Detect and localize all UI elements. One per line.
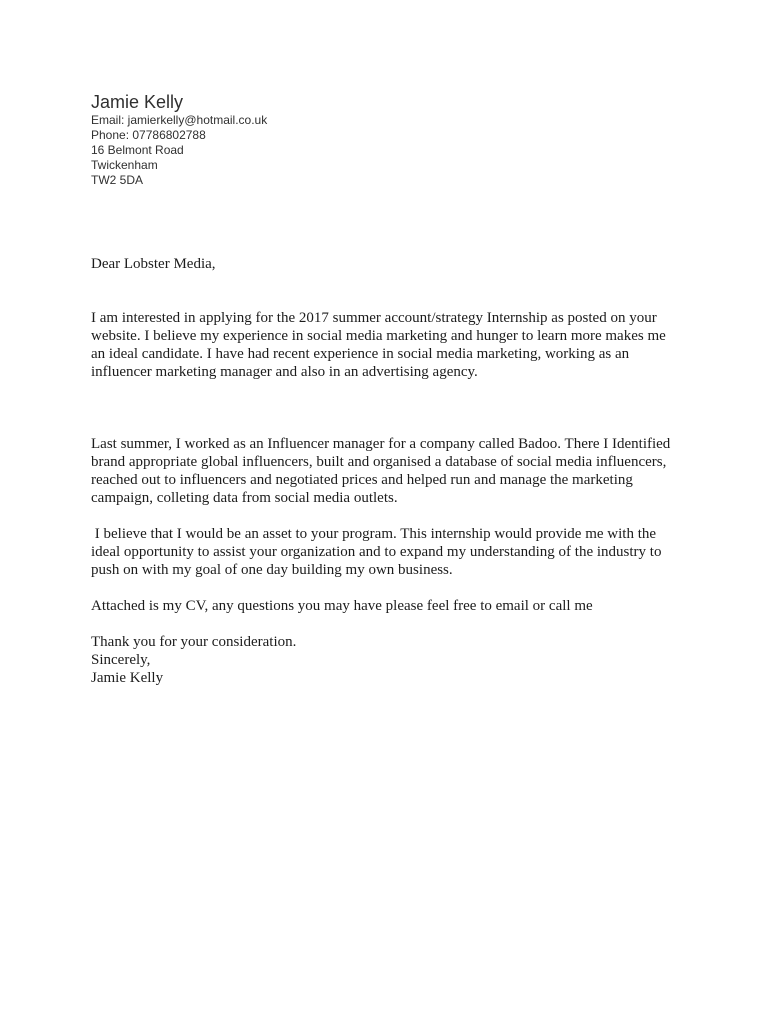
paragraph-asset: I believe that I would be an asset to your program. This internship would provide me with the ideal opportunity to assist your organization and to expand my understanding of the industry to push on with my goal of one day building my own business. [91, 526, 666, 578]
sender-address-line-2: Twickenham [91, 158, 158, 172]
paragraph-experience: Last summer, I worked as an Influencer manager for a company called Badoo. There I Identified brand appropriate global influencers, built and organised a database of social media influencers, reached out to influencers and negotiated prices and helped run and manage the marketing campaign, colleting data from social media outlets. [91, 436, 675, 506]
sender-address-line-1: 16 Belmont Road [91, 143, 184, 157]
sender-postcode: TW2 5DA [91, 173, 144, 187]
paragraph-attachment: Attached is my CV, any questions you may have please feel free to email or call me [91, 598, 593, 614]
closing-block [91, 633, 677, 687]
sender-header [91, 91, 677, 188]
paragraph-intro: I am interested in applying for the 2017 summer account/strategy Internship as posted on your website. I believe my experience in social media marketing and hunger to learn more makes me an ideal candidate. I have had recent experience in social media marketing, working as an influencer marketing manager and also in an advertising agency. [91, 310, 670, 380]
sender-email: Email: jamierkelly@hotmail.co.uk [91, 113, 268, 127]
sender-name: Jamie Kelly [91, 92, 184, 112]
closing-thanks: Thank you for your consideration. [91, 634, 297, 650]
sender-phone: Phone: 07786802788 [91, 128, 206, 142]
opening-paragraph-block [91, 219, 677, 417]
salutation: Dear Lobster Media, [91, 256, 216, 272]
closing-signature: Jamie Kelly [91, 670, 164, 686]
letter-body [91, 219, 677, 687]
closing-signoff: Sincerely, [91, 652, 151, 668]
